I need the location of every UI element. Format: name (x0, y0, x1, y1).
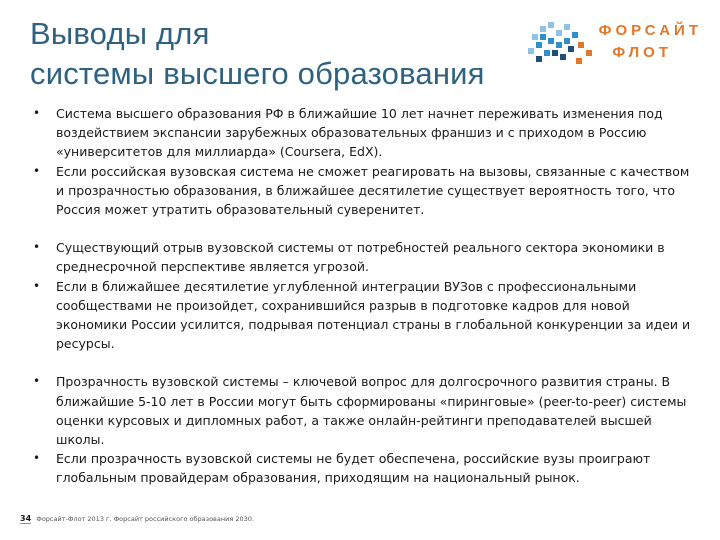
forsight-flot-logo (526, 18, 706, 70)
bullet-marker: • (33, 374, 41, 389)
title-line-1: Выводы для (30, 16, 210, 51)
bullet-text: Если прозрачность вузовской системы не будет обеспечена, российские вузы проиграют глобальным провайдерам образования, приходящим на национальный рынок. (56, 451, 651, 486)
bullet-text: Существующий отрыв вузовской системы от потребностей реального сектора экономики в среднесрочной перспективе является угрозой. (56, 240, 665, 275)
logo-text-line-2: ФЛОТ (612, 44, 672, 61)
bullet-text: Если российская вузовская система не сможет реагировать на вызовы, связанные с качеством и прозрачностью образования, в ближайшее десятилетие существует вероятность того, что Россия может утратить образовательный суверенитет. (56, 163, 690, 218)
bullet-group-2 (30, 238, 698, 353)
title-line-2: системы высшего образования (30, 56, 485, 91)
footer-source: Форсайт-Флот 2013 г. Форсайт российского образования 2030. (36, 515, 254, 523)
bullet-group-1 (30, 104, 698, 219)
bullet-item (30, 277, 698, 354)
bullet-marker: • (33, 163, 41, 178)
bullet-text: Прозрачность вузовской системы – ключевой вопрос для долгосрочного развития страны. В ближайшие 5-10 лет в России могут быть сформированы «пиринговые» (peer-to-peer) системы оценки курсовых и дипломных работ, а также онлайн-рейтинги преподавателей высшей школы. (56, 374, 687, 448)
bullet-group-3 (30, 372, 698, 487)
bullet-item (30, 238, 698, 276)
slide-title (30, 14, 485, 94)
bullet-marker: • (33, 106, 41, 120)
bullet-item (30, 104, 698, 162)
logo-text-line-1: ФОРСАЙТ (598, 22, 702, 39)
bullet-marker: • (33, 240, 41, 255)
slide-body (30, 104, 698, 488)
slide-footer (20, 514, 254, 523)
bullet-item (30, 162, 698, 220)
bullet-text: Система высшего образования РФ в ближайшие 10 лет начнет переживать изменения под воздействием экспансии зарубежных образовательных франшиз и с приходом в Россию «университетов для миллиарда» (Coursera, EdX). (56, 106, 663, 160)
bullet-marker: • (33, 451, 41, 466)
bullet-marker: • (33, 278, 41, 293)
page-number: 34 (20, 514, 32, 523)
bullet-text: Если в ближайшее десятилетие углубленной интеграции ВУЗов с профессиональными сообществами не произойдет, сохранившийся разрыв в подготовке кадров для новой экономики России усилится, подрывая потенциал страны в глобальной конкуренции за идеи и ресурсы. (56, 278, 691, 352)
bullet-item (30, 372, 698, 449)
logo-pixel-grid-icon (526, 20, 606, 68)
bullet-item (30, 449, 698, 487)
